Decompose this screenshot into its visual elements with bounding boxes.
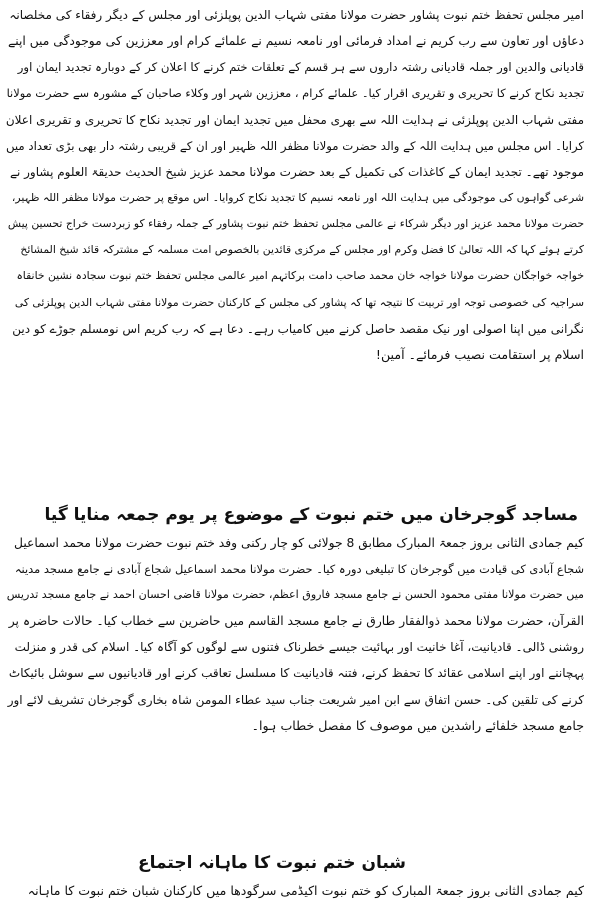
- text-line: قادیانی والدین اور جملہ قادیانی رشتہ داروں سے ہر قسم کے تعلقات ختم کرنے کا اعلان کر کے دوبارہ تجدید ایمان اور: [17, 60, 584, 75]
- article-paragraph-2: [6, 530, 584, 739]
- text-line: خواجہ خواجگان حضرت مولانا خواجہ خان محمد صاحب دامت برکاتہم امیر عالمی مجلس تحفظ ختم نبوت سجادہ نشین خانقاہ: [16, 269, 584, 283]
- text-line: کیم جمادی الثانی بروز جمعۃ المبارک مطابق 8 جولائی کو چار رکنی وفد ختم نبوت حضرت مولانا محمد اسماعیل: [14, 536, 584, 550]
- text-line: روشنی ڈالی۔ قادیانیت، آغا خانیت اور بہائیت جیسے خطرناک فتنوں سے لوگوں کو آگاہ کیا۔ اسلام کی قدر و منزلت: [14, 640, 584, 655]
- text-line: پہچاننے اور اپنے اسلامی عقائد کا تحفظ کرنے، فتنہ قادیانیت کا مسلسل تعاقب کرنے اور قادیانیوں سے سوشل بائیکاٹ: [8, 666, 584, 681]
- text-line: تجدید نکاح کرنے کا تحریری و تقریری اقرار کیا۔ علمائے کرام ، معززین شہر اور وکلاء صاحبان کے مشورہ سے حضرت مولانا: [6, 86, 584, 101]
- text-line: جامع مسجد خلفائے راشدین میں موصوف کا مفصل خطاب ہوا۔: [251, 717, 584, 733]
- article-paragraph-1: [6, 2, 584, 368]
- text-line: کرتے ہوئے کہا کہ اللہ تعالیٰ کا فضل وکرم اور مجلس کے مرکزی قائدین بالخصوص امت مسلمہ کے مشترکہ قائد شیخ المشائخ: [20, 243, 584, 257]
- text-line: امیر مجلس تحفظ ختم نبوت پشاور حضرت مولانا مفتی شہاب الدین پوپلزئی اور مجلس کے دیگر رفقاء کی مخلصانہ: [9, 8, 584, 22]
- section-heading-shuban: شبان ختم نبوت کا ماہانہ اجتماع: [137, 853, 406, 873]
- text-line: موجود تھے۔ تجدید ایمان کے کاغذات کی تکمیل کے بعد حضرت مولانا محمد عزیز شیخ الحدیث حدیقۃ العلوم پشاور نے: [9, 164, 584, 179]
- text-line: شرعی گواہوں کی موجودگی میں ہدایت اللہ اور نامعہ نسیم کا تجدید نکاح کروایا۔ اس موقع پر حضرت مولانا مظفر اللہ ظہیر،: [11, 190, 584, 204]
- text-line: کرنے کی تلقین کی۔ حسن اتفاق سے ابن امیر شریعت جناب سید عطاء المومن شاہ بخاری گوجرخان تشریف لائے اور: [7, 692, 584, 707]
- text-line: حضرت مولانا محمد عزیز اور دیگر شرکاء نے عالمی مجلس تحفظ ختم نبوت پشاور کے جملہ رفقاء کو زبردست خراج تحسین پیش: [7, 217, 584, 231]
- article-paragraph-3: [6, 878, 584, 904]
- text-line: کرایا۔ اس مجلس میں ہدایت اللہ کے والد حضرت مولانا مظفر اللہ ظہیر اور ان کے قریبی رشتہ دار بھی بڑی تعداد میں: [6, 138, 584, 153]
- text-line: شجاع آبادی کی قیادت میں گوجرخان کا تبلیغی دورہ کیا۔ حضرت مولانا محمد اسماعیل شجاع آبادی نے جامع مسجد مدینہ: [14, 562, 584, 577]
- text-line: دعاؤں اور تعاون سے رب کریم نے امداد فرمائی اور نامعہ نسیم نے علمائے کرام اور معززین کی موجودگی میں اپنے: [8, 34, 584, 49]
- text-line: القرآن، حضرت مولانا محمد ذوالفقار طارق نے جامع مسجد القاسم میں حاضرین سے خطاب کیا۔ حالات حاضرہ پر: [8, 614, 584, 629]
- text-line: مفتی شہاب الدین پوپلزئی نے ہدایت اللہ سے بھری محفل میں تجدید ایمان اور تجدید نکاح کا تحریری و تقریری اعلان: [6, 112, 584, 127]
- text-line: اسلام پر استقامت نصیب فرمائے۔ آمین!: [375, 346, 584, 362]
- text-line: میں حضرت مولانا مفتی محمود الحسن نے جامع مسجد فاروق اعظم، حضرت مولانا قاضی احسان احمد نے جامع مسجد تدریس: [6, 588, 584, 602]
- text-line: سراجیہ کی خصوصی توجہ اور تربیت کا نتیجہ تھا کہ پشاور کی مجلس کے کارکنان حضرت مولانا مفتی شہاب الدین پوپلزئی کی: [14, 295, 584, 309]
- article-page: [6, 0, 584, 913]
- text-line: کیم جمادی الثانی بروز جمعۃ المبارک کو ختم نبوت اکیڈمی سرگودھا میں کارکنان شبان ختم نبوت کا ماہانہ: [27, 883, 584, 898]
- section-heading-gujar-khan: مساجد گوجرخان میں ختم نبوت کے موضوع پر یوم جمعہ منایا گیا: [44, 505, 578, 525]
- text-line: نگرانی میں اپنا اصولی اور نیک مقصد حاصل کرنے میں کامیاب رہے۔ دعا ہے کہ رب کریم اس نومسلم جوڑے کو دین: [12, 321, 584, 336]
